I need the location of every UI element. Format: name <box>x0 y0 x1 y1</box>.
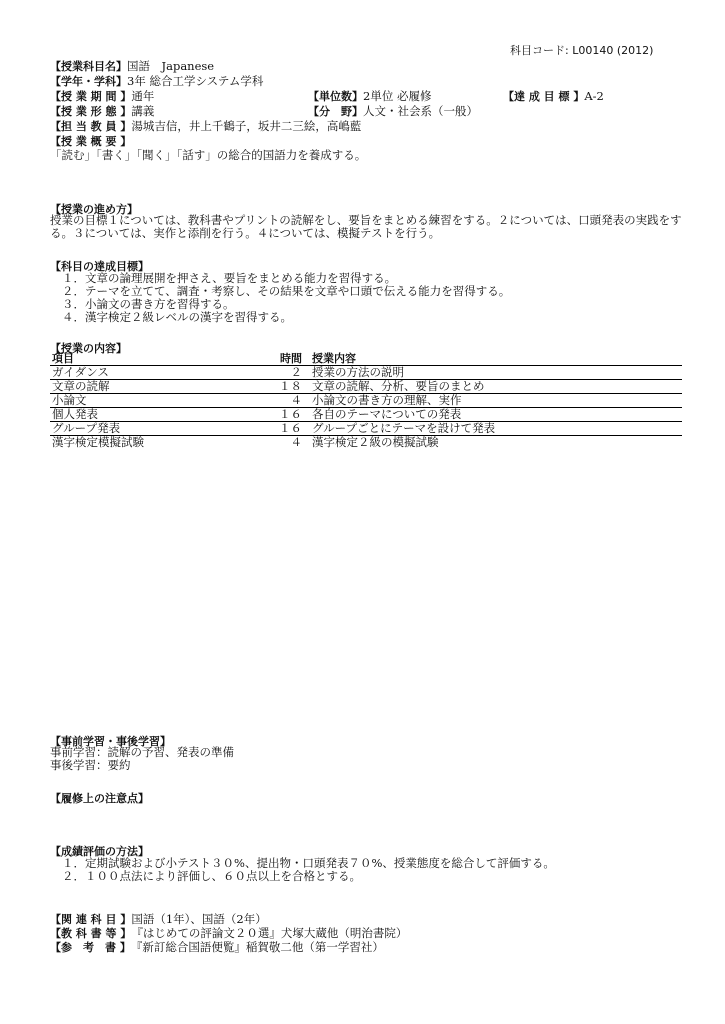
evaluation-item-2: ２．１００点法により評価し、６０点以上を合格とする。 <box>62 869 361 883</box>
credits-value: 2単位 必履修 <box>363 89 432 103</box>
row-desc: 授業の方法の説明 <box>310 366 682 380</box>
col-header-hours: 時間 <box>264 352 310 366</box>
related-row <box>50 912 267 926</box>
grade-value: 3年 総合工学システム学科 <box>127 74 264 88</box>
related-label: 【関 連 科 目 】 <box>50 913 132 926</box>
overview-text: 「読む」「書く」「聞く」「話す」の総合的国語力を養成する。 <box>50 148 367 162</box>
goal-label: 【達 成 目 標 】 <box>503 90 585 103</box>
row-desc: 文章の読解、分析、要旨のまとめ <box>310 380 682 394</box>
goal-value: A-2 <box>584 89 604 103</box>
subject-value: 国語 Japanese <box>127 59 215 73</box>
targets-title: 【科目の達成目標】 <box>50 260 149 273</box>
textbook-row <box>50 926 407 940</box>
col-header-item: 項目 <box>50 352 264 366</box>
reference-label: 【参 考 書 】 <box>50 941 131 954</box>
prepost-line-after: 事後学習：要約 <box>50 758 131 772</box>
evaluation-list <box>62 857 555 883</box>
row-desc: 小論文の書き方の理解、実作 <box>310 394 682 408</box>
notes-title: 【履修上の注意点】 <box>50 792 149 805</box>
table-row <box>50 380 682 394</box>
row-item: ガイダンス <box>50 366 264 380</box>
overview-label: 【授 業 概 要 】 <box>50 135 132 148</box>
row-item: 漢字検定模擬試験 <box>52 435 144 449</box>
subject-code: 科目コード: L00140 (2012) <box>510 44 654 57</box>
row-hours: １６ <box>264 422 310 436</box>
row-desc: 各自のテーマについての発表 <box>310 408 682 422</box>
target-item-2: ２．テーマを立てて、調査・考察し、その結果を文章や口頭で伝える能力を習得する。 <box>62 284 511 298</box>
textbook-value: 『はじめての評論文２０選』犬塚大蔵他（明治書院） <box>131 926 408 940</box>
progress-title: 【授業の進め方】 <box>50 203 138 216</box>
content-table <box>50 352 682 449</box>
info-row-overview <box>50 134 131 148</box>
row-hours: ４ <box>264 394 310 408</box>
evaluation-title: 【成績評価の方法】 <box>50 845 149 858</box>
prepost-line-before: 事前学習：読解の予習、発表の準備 <box>50 745 234 759</box>
table-row <box>50 394 682 408</box>
table-row <box>50 422 682 436</box>
info-row-period <box>50 89 154 103</box>
info-row-goal <box>503 89 604 103</box>
field-value: 人文・社会系（一般） <box>363 104 478 118</box>
info-row-subject <box>50 59 214 73</box>
info-row-field <box>308 104 478 118</box>
textbook-label: 【教 科 書 等 】 <box>50 927 132 940</box>
col-header-desc: 授業内容 <box>310 352 682 366</box>
form-label: 【授 業 形 態 】 <box>50 105 132 118</box>
form-value: 講義 <box>131 104 155 118</box>
row-item: グループ発表 <box>50 422 264 436</box>
table-row <box>50 366 682 380</box>
related-value: 国語（1年）、国語（2年） <box>131 912 267 926</box>
reference-value: 『新訂総合国語便覧』稲賀敬二他（第一学習社） <box>130 940 384 954</box>
prepost-text <box>50 746 690 772</box>
period-label: 【授 業 期 間 】 <box>50 90 132 103</box>
table-row <box>50 436 682 450</box>
table-row <box>50 408 682 422</box>
info-row-teacher <box>50 119 361 133</box>
reference-row <box>50 940 384 954</box>
prepost-title: 【事前学習・事後学習】 <box>50 735 171 748</box>
credits-label: 【単位数】 <box>308 90 363 103</box>
row-hours: ２ <box>264 366 310 380</box>
info-row-form <box>50 104 154 118</box>
row-hours: １８ <box>264 380 310 394</box>
target-item-3: ３．小論文の書き方を習得する。 <box>62 297 235 311</box>
field-label: 【分 野】 <box>308 105 363 118</box>
target-item-1: １．文章の論理展開を押さえ、要旨をまとめる能力を習得する。 <box>62 271 397 285</box>
teacher-value: 湯城吉信，井上千鶴子，坂井二三絵，高嶋藍 <box>131 119 362 133</box>
evaluation-item-1: １．定期試験および小テスト３０%、提出物・口頭発表７０%、授業態度を総合して評価する。 <box>62 856 555 870</box>
subject-label: 【授業科目名】 <box>50 60 127 73</box>
target-item-4: ４．漢字検定２級レベルの漢字を習得する。 <box>62 310 292 324</box>
info-row-grade <box>50 74 263 88</box>
teacher-label: 【担 当 教 員 】 <box>50 120 132 133</box>
grade-label: 【学年・学科】 <box>50 75 127 88</box>
content-title: 【授業の内容】 <box>50 342 127 355</box>
row-desc: 漢字検定２級の模擬試験 <box>312 435 439 449</box>
row-item: 個人発表 <box>50 408 264 422</box>
row-item: 小論文 <box>50 394 264 408</box>
progress-text: 授業の目標１については、教科書やプリントの読解をし、要旨をまとめる練習をする。２については、口頭発表の実践をする。３については、実作と添削を行う。４については、模擬テストを行う。 <box>50 213 682 240</box>
row-hours: １６ <box>264 408 310 422</box>
period-value: 通年 <box>131 89 155 103</box>
targets-list <box>62 272 510 324</box>
row-desc: グループごとにテーマを設けて発表 <box>310 422 682 436</box>
row-hours: ４ <box>290 435 302 449</box>
row-item: 文章の読解 <box>50 380 264 394</box>
info-row-credits <box>308 89 431 103</box>
content-header-row <box>50 352 682 366</box>
